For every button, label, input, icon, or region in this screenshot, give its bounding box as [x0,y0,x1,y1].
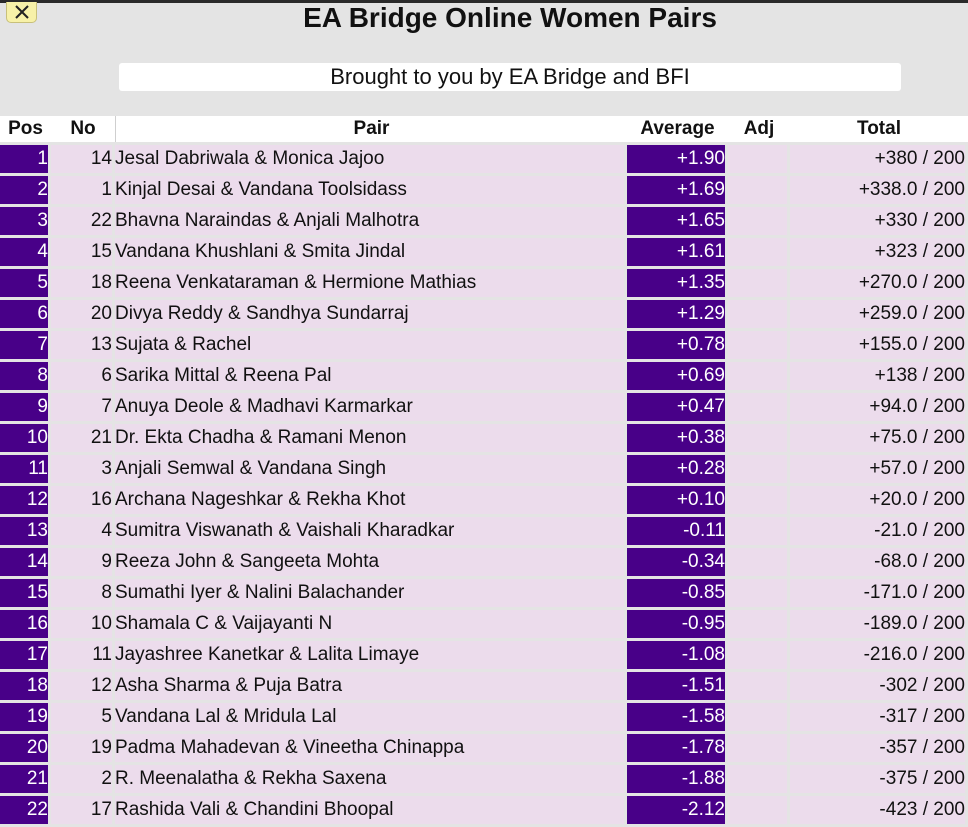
cell-no: 5 [51,703,115,731]
cell-pos: 7 [0,331,51,359]
column-header-total[interactable]: Total [790,116,968,142]
cell-total: +338.0 / 200 [790,176,968,204]
cell-pair[interactable]: Archana Nageshkar & Rekha Khot [115,486,627,514]
cell-adj [728,393,790,421]
cell-average: +1.61 [627,238,728,266]
column-header-no[interactable]: No [51,116,115,142]
cell-pair[interactable]: Sumitra Viswanath & Vaishali Kharadkar [115,517,627,545]
cell-no: 21 [51,424,115,452]
cell-total: +75.0 / 200 [790,424,968,452]
cell-adj [728,796,790,824]
results-table [0,113,968,827]
cell-average: -1.51 [627,672,728,700]
close-icon [14,5,30,19]
cell-average: +1.69 [627,176,728,204]
table-row[interactable] [0,300,968,328]
table-row[interactable] [0,207,968,235]
cell-pair[interactable]: Asha Sharma & Puja Batra [115,672,627,700]
cell-average: -0.34 [627,548,728,576]
cell-average: +0.38 [627,424,728,452]
table-row[interactable] [0,176,968,204]
cell-no: 7 [51,393,115,421]
cell-adj [728,269,790,297]
cell-no: 19 [51,734,115,762]
cell-average: +0.78 [627,331,728,359]
cell-pos: 10 [0,424,51,452]
cell-no: 1 [51,176,115,204]
table-row[interactable] [0,734,968,762]
cell-pos: 6 [0,300,51,328]
cell-adj [728,703,790,731]
table-row[interactable] [0,610,968,638]
cell-total: +94.0 / 200 [790,393,968,421]
table-row[interactable] [0,579,968,607]
cell-total: -357 / 200 [790,734,968,762]
cell-average: +1.90 [627,145,728,173]
cell-no: 2 [51,765,115,793]
cell-adj [728,300,790,328]
cell-adj [728,765,790,793]
results-body [0,145,968,824]
subtitle-banner: Brought to you by EA Bridge and BFI [119,63,901,91]
cell-pair[interactable]: R. Meenalatha & Rekha Saxena [115,765,627,793]
cell-pos: 20 [0,734,51,762]
cell-total: +20.0 / 200 [790,486,968,514]
table-row[interactable] [0,517,968,545]
cell-average: -0.11 [627,517,728,545]
cell-average: -0.85 [627,579,728,607]
cell-pos: 12 [0,486,51,514]
cell-pair[interactable]: Jayashree Kanetkar & Lalita Limaye [115,641,627,669]
cell-pos: 18 [0,672,51,700]
table-row[interactable] [0,393,968,421]
cell-no: 18 [51,269,115,297]
cell-average: -1.88 [627,765,728,793]
cell-total: +380 / 200 [790,145,968,173]
cell-no: 16 [51,486,115,514]
table-row[interactable] [0,455,968,483]
cell-pos: 15 [0,579,51,607]
cell-pos: 1 [0,145,51,173]
cell-average: -2.12 [627,796,728,824]
table-row[interactable] [0,486,968,514]
cell-average: -1.78 [627,734,728,762]
cell-pair[interactable]: Vandana Khushlani & Smita Jindal [115,238,627,266]
cell-average: +0.47 [627,393,728,421]
cell-no: 20 [51,300,115,328]
cell-no: 11 [51,641,115,669]
cell-adj [728,145,790,173]
table-row[interactable] [0,672,968,700]
cell-pos: 5 [0,269,51,297]
cell-pos: 13 [0,517,51,545]
column-header-average[interactable]: Average [627,116,728,142]
cell-adj [728,362,790,390]
cell-total: +155.0 / 200 [790,331,968,359]
cell-average: -1.58 [627,703,728,731]
cell-total: +138 / 200 [790,362,968,390]
table-header-row [0,116,968,142]
cell-pos: 21 [0,765,51,793]
cell-pair[interactable]: Bhavna Naraindas & Anjali Malhotra [115,207,627,235]
cell-pair[interactable]: Kinjal Desai & Vandana Toolsidass [115,176,627,204]
cell-total: -302 / 200 [790,672,968,700]
cell-pos: 19 [0,703,51,731]
cell-total: +323 / 200 [790,238,968,266]
cell-adj [728,238,790,266]
cell-total: +330 / 200 [790,207,968,235]
table-row[interactable] [0,703,968,731]
cell-pos: 8 [0,362,51,390]
table-row[interactable] [0,362,968,390]
table-row[interactable] [0,641,968,669]
cell-pair[interactable]: Anjali Semwal & Vandana Singh [115,455,627,483]
page-title: EA Bridge Online Women Pairs [303,2,717,33]
cell-adj [728,207,790,235]
cell-total: +57.0 / 200 [790,455,968,483]
cell-pair[interactable]: Anuya Deole & Madhavi Karmarkar [115,393,627,421]
cell-adj [728,548,790,576]
cell-pair[interactable]: Reena Venkataraman & Hermione Mathias [115,269,627,297]
cell-pos: 17 [0,641,51,669]
column-header-adj[interactable]: Adj [728,116,790,142]
cell-pos: 9 [0,393,51,421]
table-row[interactable] [0,548,968,576]
cell-no: 4 [51,517,115,545]
cell-pair[interactable]: Sumathi Iyer & Nalini Balachander [115,579,627,607]
cell-adj [728,734,790,762]
table-row[interactable] [0,765,968,793]
cell-pos: 4 [0,238,51,266]
cell-total: -317 / 200 [790,703,968,731]
cell-no: 17 [51,796,115,824]
close-button[interactable] [6,2,37,23]
cell-adj [728,176,790,204]
cell-total: -189.0 / 200 [790,610,968,638]
cell-no: 13 [51,331,115,359]
table-row[interactable] [0,424,968,452]
column-header-pair[interactable]: Pair [115,116,627,142]
table-row[interactable] [0,145,968,173]
cell-no: 10 [51,610,115,638]
table-row[interactable] [0,796,968,824]
cell-adj [728,517,790,545]
cell-no: 14 [51,145,115,173]
cell-total: -375 / 200 [790,765,968,793]
cell-adj [728,641,790,669]
cell-no: 15 [51,238,115,266]
cell-total: -68.0 / 200 [790,548,968,576]
cell-no: 6 [51,362,115,390]
table-row[interactable] [0,238,968,266]
column-header-pos[interactable]: Pos [0,116,51,142]
cell-total: -21.0 / 200 [790,517,968,545]
cell-average: -0.95 [627,610,728,638]
cell-pair[interactable]: Padma Mahadevan & Vineetha Chinappa [115,734,627,762]
cell-pos: 22 [0,796,51,824]
cell-average: -1.08 [627,641,728,669]
cell-adj [728,486,790,514]
cell-pos: 14 [0,548,51,576]
cell-adj [728,672,790,700]
cell-pos: 16 [0,610,51,638]
cell-pair[interactable]: Shamala C & Vaijayanti N [115,610,627,638]
cell-average: +1.65 [627,207,728,235]
cell-average: +1.29 [627,300,728,328]
cell-pos: 3 [0,207,51,235]
cell-average: +0.10 [627,486,728,514]
cell-pos: 11 [0,455,51,483]
cell-adj [728,579,790,607]
cell-total: -216.0 / 200 [790,641,968,669]
cell-average: +0.28 [627,455,728,483]
cell-pos: 2 [0,176,51,204]
cell-no: 8 [51,579,115,607]
cell-total: +270.0 / 200 [790,269,968,297]
cell-no: 3 [51,455,115,483]
cell-pair[interactable]: Jesal Dabriwala & Monica Jajoo [115,145,627,173]
cell-pair[interactable]: Vandana Lal & Mridula Lal [115,703,627,731]
cell-pair[interactable]: Dr. Ekta Chadha & Ramani Menon [115,424,627,452]
cell-adj [728,331,790,359]
cell-no: 22 [51,207,115,235]
cell-no: 12 [51,672,115,700]
cell-adj [728,610,790,638]
cell-total: -171.0 / 200 [790,579,968,607]
table-row[interactable] [0,331,968,359]
cell-pair[interactable]: Reeza John & Sangeeta Mohta [115,548,627,576]
cell-average: +1.35 [627,269,728,297]
table-row[interactable] [0,269,968,297]
cell-pair[interactable]: Rashida Vali & Chandini Bhoopal [115,796,627,824]
cell-pair[interactable]: Sujata & Rachel [115,331,627,359]
cell-pair[interactable]: Divya Reddy & Sandhya Sundarraj [115,300,627,328]
cell-average: +0.69 [627,362,728,390]
cell-pair[interactable]: Sarika Mittal & Reena Pal [115,362,627,390]
cell-adj [728,424,790,452]
cell-no: 9 [51,548,115,576]
cell-total: -423 / 200 [790,796,968,824]
cell-adj [728,455,790,483]
cell-total: +259.0 / 200 [790,300,968,328]
